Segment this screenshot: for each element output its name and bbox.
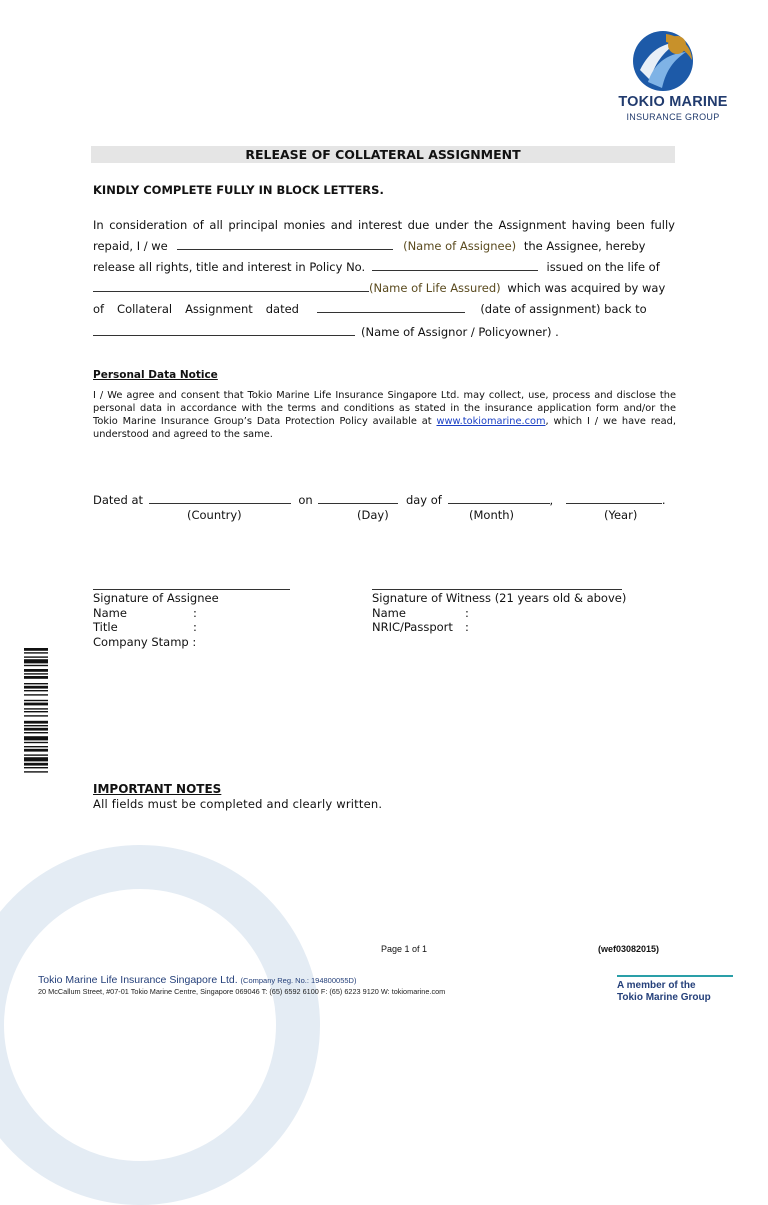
dated-row: Dated at on day of , . [93, 493, 666, 507]
country-label: (Country) [187, 508, 242, 522]
year-field[interactable] [566, 493, 662, 504]
month-label: (Month) [469, 508, 515, 522]
paragraph-line-6: (Name of Assignor / Policyowner) . [93, 325, 675, 339]
witness-signature-block: Signature of Witness (21 years old & above) Name : NRIC/Passport : [372, 591, 652, 635]
life-assured-hint: (Name of Life Assured) [369, 281, 501, 295]
barcode-icon [24, 648, 48, 818]
assignee-signature-label: Signature of Assignee [93, 591, 219, 605]
witness-nric-label: NRIC/Passport [372, 620, 453, 634]
paragraph-line-3: release all rights, title and interest in Policy No. issued on the life of [93, 260, 660, 274]
day-field[interactable] [318, 493, 398, 504]
assignor-name-field[interactable] [93, 325, 355, 336]
assignee-hint: (Name of Assignee) [403, 239, 517, 253]
form-version: (wef03082015) [598, 944, 660, 954]
member-of-group: A member of the Tokio Marine Group [617, 980, 711, 1003]
month-field[interactable] [448, 493, 550, 504]
assignee-name-label: Name [93, 605, 127, 620]
logo-name: TOKIO MARINE [618, 94, 728, 110]
paragraph-line-4: (Name of Life Assured) which was acquired by way [93, 281, 675, 295]
tokiomarine-link[interactable]: www.tokiomarine.com [436, 416, 546, 427]
logo-group: INSURANCE GROUP [626, 112, 720, 122]
important-notes-title: IMPORTANT NOTES [93, 782, 222, 796]
page-number: Page 1 of 1 [381, 944, 428, 954]
footer-company: Tokio Marine Life Insurance Singapore Ltd. (Company Reg. No.: 194800055D) [38, 974, 357, 986]
year-label: (Year) [604, 508, 638, 522]
personal-data-notice-title: Personal Data Notice [93, 369, 218, 381]
witness-name-label: Name [372, 605, 406, 620]
assignee-signature-block: Signature of Assignee Name : Title : Company Stamp : [93, 591, 313, 649]
day-label: (Day) [357, 508, 389, 522]
footer-address: 20 McCallum Street, #07-01 Tokio Marine Centre, Singapore 069046 T: (65) 6592 6100 F: (65) 6223 9120 W: tokiomarine.com [38, 987, 446, 996]
assignee-title-label: Title [93, 620, 118, 634]
important-notes-text: All fields must be completed and clearly written. [93, 797, 383, 811]
assignment-date-field[interactable] [317, 302, 465, 313]
country-field[interactable] [149, 493, 291, 504]
company-reg-no: (Company Reg. No.: 194800055D) [240, 976, 357, 985]
life-assured-field[interactable] [93, 281, 369, 292]
paragraph-line-5: of Collateral Assignment dated (date of assignment) back to [93, 302, 647, 316]
member-divider [617, 975, 733, 977]
instruction: KINDLY COMPLETE FULLY IN BLOCK LETTERS. [93, 183, 384, 197]
company-stamp-label: Company Stamp : [93, 634, 197, 649]
personal-data-notice-text: I / We agree and consent that Tokio Marine Life Insurance Singapore Ltd. may collect, use, process and disclose the personal data in accordance with the terms and conditions as stated in the insurance application form and/or the Tokio Marine Insurance Group’s Data Protection Policy available at www.tokiomarine.com, which I / we have read, understood and agreed to the same. [93, 390, 676, 440]
tokio-marine-logo-icon [632, 30, 694, 92]
witness-signature-line[interactable] [372, 589, 622, 590]
paragraph-line-1: In consideration of all principal monies and interest due under the Assignment having been fully [93, 218, 675, 232]
decorative-arc [0, 845, 320, 1205]
document-title: RELEASE OF COLLATERAL ASSIGNMENT [91, 146, 675, 163]
assignee-name-field[interactable] [177, 239, 393, 250]
assignee-signature-line[interactable] [93, 589, 290, 590]
witness-signature-label: Signature of Witness (21 years old & above) [372, 591, 627, 605]
policy-number-field[interactable] [372, 260, 538, 271]
paragraph-line-2: repaid, I / we (Name of Assignee) the Assignee, hereby [93, 239, 646, 253]
